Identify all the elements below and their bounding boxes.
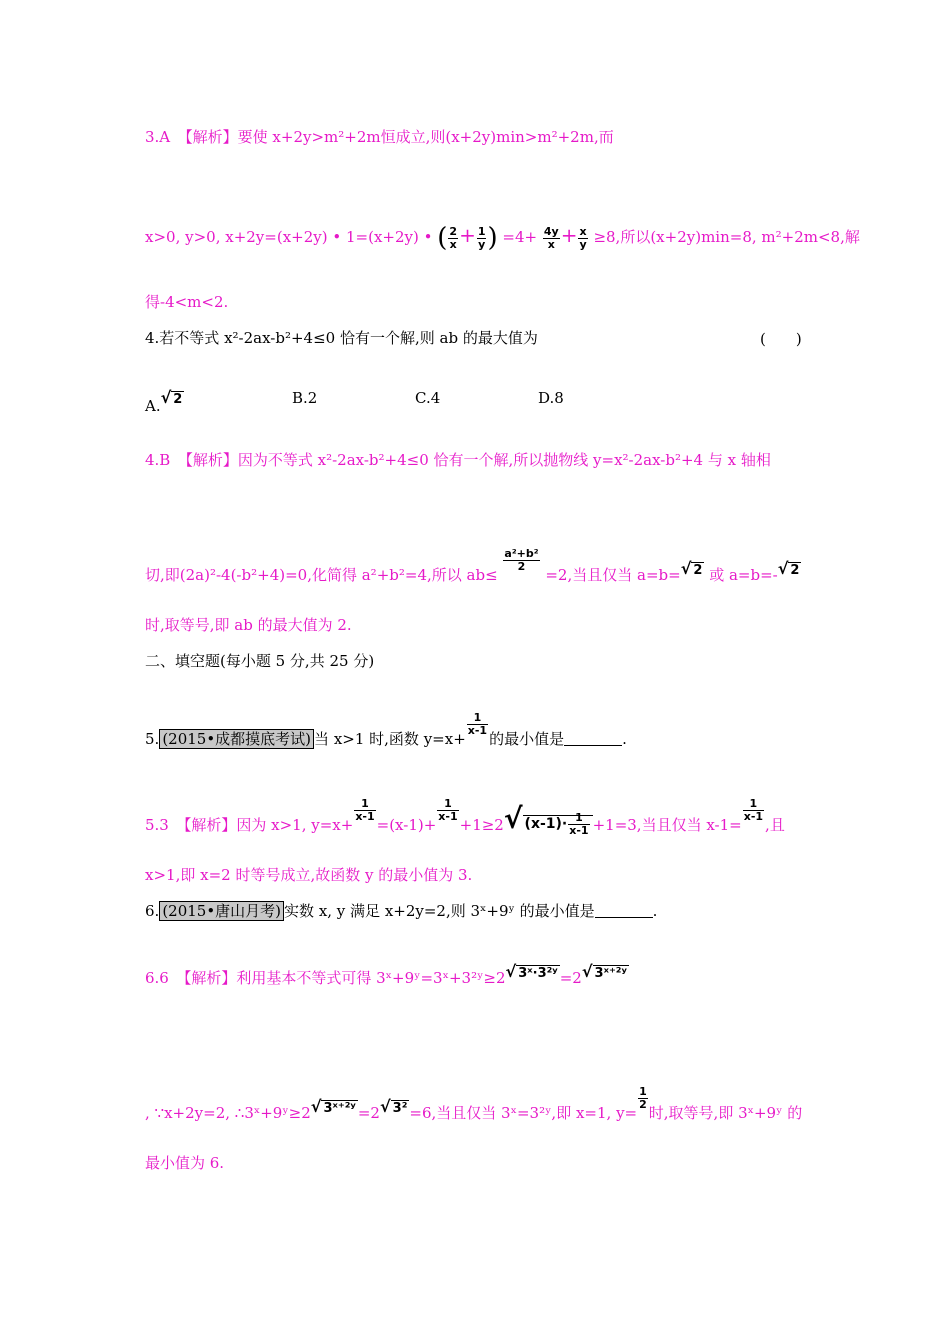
q4-sol-text-b: =2,当且仅当 a=b= xyxy=(545,566,681,584)
fraction-4y-over-x: $\frac{4y}{x}$ xyxy=(543,224,559,251)
q4-solution-line2 xyxy=(145,548,801,585)
right-paren: ) xyxy=(487,223,498,253)
sqrt-3-squared: √ 3² xyxy=(379,1097,408,1116)
q3-sol-text-a: x>0, y>0, x+2y=(x+2y) • 1=(x+2y) • xyxy=(145,228,433,246)
q4-option-b: B.2 xyxy=(292,389,318,407)
q5-stem xyxy=(145,712,627,749)
q5-solution-line1 xyxy=(145,798,785,837)
q4-option-a xyxy=(145,388,184,416)
q5-sol-text-c: +1≥2 xyxy=(459,816,504,834)
q6-solution-line1 xyxy=(145,962,629,988)
plus-sign: + xyxy=(560,223,578,247)
q5-sol-text-e: ,且 xyxy=(765,816,785,834)
sqrt-2: √ 2 xyxy=(160,388,183,407)
sqrt-2: √ 2 xyxy=(680,559,703,578)
q5-text-b: 的最小值是 xyxy=(489,730,565,748)
q4-stem: 4.若不等式 x²-2ax-b²+4≤0 恰有一个解,则 ab 的最大值为 xyxy=(145,329,538,347)
sqrt-2: √ 2 xyxy=(777,559,800,578)
q5-number: 5. xyxy=(145,730,160,748)
q3-solution-line1: 3.A 【解析】要使 x+2y>m²+2m恒成立,则(x+2y)min>m²+2m,而 xyxy=(145,128,614,146)
left-paren: ( xyxy=(437,223,448,253)
fraction-1-over-x-minus-1: $\frac{1}{x-1}$ xyxy=(355,797,375,823)
fraction-1-over-x-minus-1: $\frac{1}{x-1}$ xyxy=(438,797,458,823)
plus-sign: + xyxy=(459,223,476,247)
q5-text-a: 当 x>1 时,函数 y=x+ xyxy=(314,730,466,748)
period: . xyxy=(622,730,627,748)
answer-blank xyxy=(564,731,622,746)
option-a-label: A. xyxy=(145,397,161,415)
q6-sol-text-c2: =6,当且仅当 3ˣ=3²ʸ,即 x=1, y= xyxy=(409,1104,638,1122)
fraction-2-over-x: $\frac{2}{x}$ xyxy=(449,224,458,251)
q6-stem xyxy=(145,901,657,921)
q3-sol-text-b: =4+ xyxy=(502,228,538,246)
sqrt-3x-3-2y: √ 3ˣ·3²ʸ xyxy=(505,962,558,981)
q6-sol-text-b: =2 xyxy=(559,969,582,987)
q4-option-c: C.4 xyxy=(415,389,441,407)
q4-solution-line3: 时,取等号,即 ab 的最大值为 2. xyxy=(145,616,352,634)
q6-sol-text-b2: =2 xyxy=(357,1104,380,1122)
sqrt-3-x-plus-2y: √ 3ˣ⁺²ʸ xyxy=(310,1097,356,1116)
fraction-1-over-x-minus-1: $\frac{1}{x-1}$ xyxy=(743,797,764,823)
q3-sol-text-c: ≥8,所以(x+2y)min=8, m²+2m<8,解 xyxy=(593,228,860,246)
sqrt-3-x-plus-2y: √ 3ˣ⁺²ʸ xyxy=(581,962,627,981)
q5-sol-text-b: =(x-1)+ xyxy=(376,816,437,834)
q5-sol-text-a: 5.3 【解析】因为 x>1, y=x+ xyxy=(145,816,354,834)
sqrt-product: √ (x-1)· $\frac{1}{x-1}$ xyxy=(504,809,593,837)
q3-solution-line2 xyxy=(145,225,860,251)
q5-solution-line2: x>1,即 x=2 时等号成立,故函数 y 的最小值为 3. xyxy=(145,866,473,884)
q6-text: 实数 x, y 满足 x+2y=2,则 3ˣ+9ʸ 的最小值是 xyxy=(284,902,595,920)
period: . xyxy=(652,902,658,920)
q5-source-tag: (2015•成都摸底考试) xyxy=(159,729,314,749)
fraction-1-over-2: $\frac{1}{2}$ xyxy=(639,1085,647,1111)
fraction-1-over-y: $\frac{1}{y}$ xyxy=(477,224,486,251)
q4-option-d: D.8 xyxy=(538,389,564,407)
q4-sol-text-a: 切,即(2a)²-4(-b²+4)=0,化简得 a²+b²=4,所以 ab≤ xyxy=(145,566,498,584)
q4-solution-line1: 4.B 【解析】因为不等式 x²-2ax-b²+4≤0 恰有一个解,所以抛物线 y=x²-2ax-b²+4 与 x 轴相 xyxy=(145,451,771,469)
q4-sol-text-c: 或 a=b=- xyxy=(709,566,778,584)
section-heading: 二、填空题(每小题 5 分,共 25 分) xyxy=(145,652,375,670)
q6-number: 6. xyxy=(145,902,160,920)
q6-solution-line3: 最小值为 6. xyxy=(145,1154,225,1172)
answer-blank xyxy=(595,903,653,918)
q6-solution-line2 xyxy=(145,1086,802,1123)
q4-answer-paren: ( ) xyxy=(760,330,802,348)
fraction-1-over-x-minus-1: $\frac{1}{x-1}$ xyxy=(467,711,488,737)
q6-source-tag: (2015•唐山月考) xyxy=(159,901,284,921)
q6-sol-text-a: 6.6 【解析】利用基本不等式可得 3ˣ+9ʸ=3ˣ+3²ʸ≥2 xyxy=(145,969,506,987)
q5-sol-text-d: +1=3,当且仅当 x-1= xyxy=(592,816,742,834)
q3-solution-line3: 得-4<m<2. xyxy=(145,293,229,311)
q6-sol-text-d2: 时,取等号,即 3ˣ+9ʸ 的 xyxy=(648,1104,803,1122)
fraction-a2b2-over-2: $\frac{\text{a²+b²}}{2}$ xyxy=(504,547,539,573)
fraction-x-over-y: $\frac{x}{y}$ xyxy=(579,224,587,251)
q6-sol-text-a2: , ∵x+2y=2, ∴3ˣ+9ʸ≥2 xyxy=(145,1104,311,1122)
